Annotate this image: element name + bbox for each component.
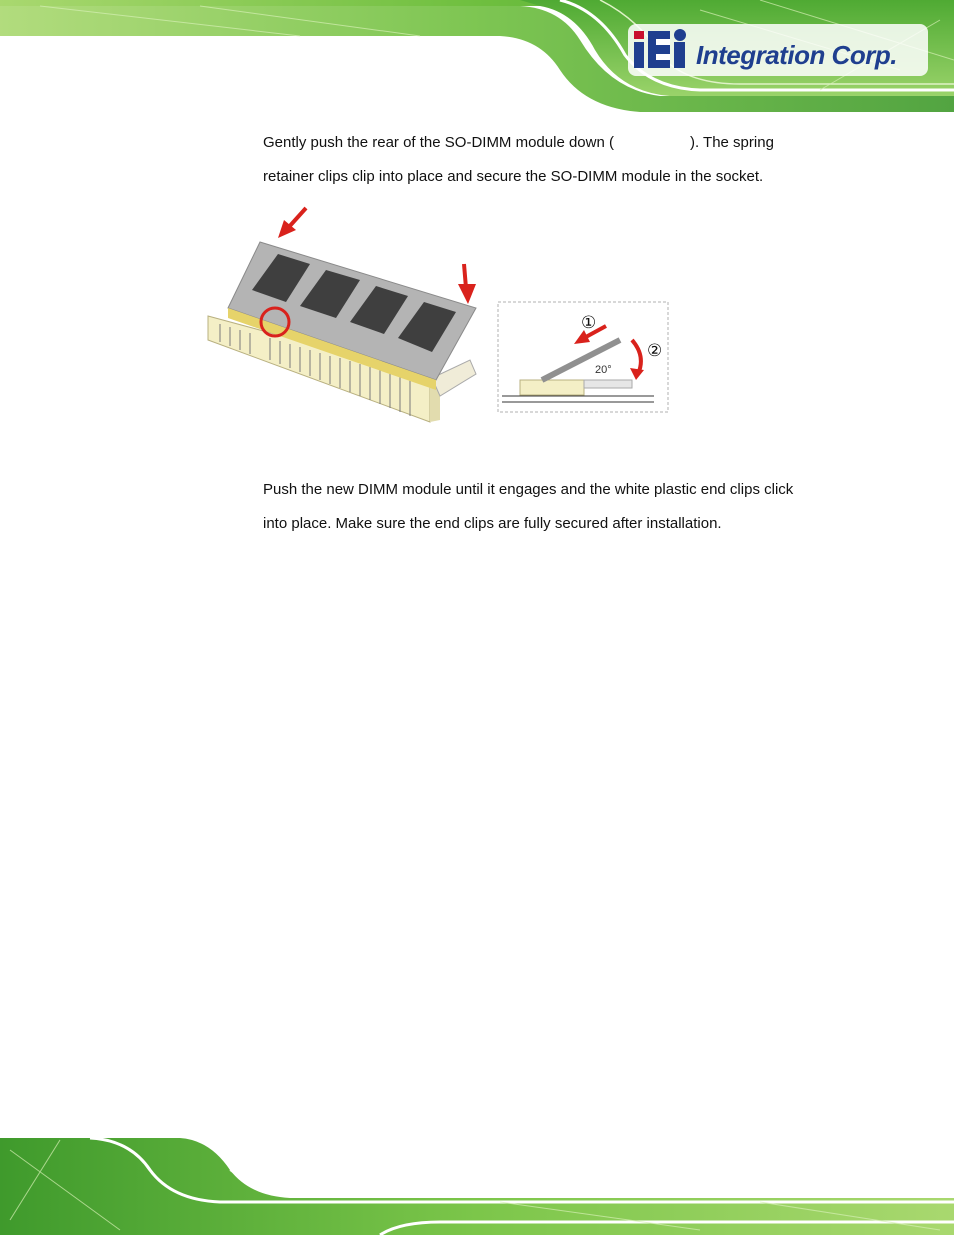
page-header-banner: [0, 0, 954, 112]
paragraph-2-line-2: into place. Make sure the end clips are fully secured after installation.: [263, 515, 722, 532]
paragraph-1-line-1-start: Gently push the rear of the SO-DIMM module down (: [263, 134, 614, 151]
instruction-paragraph-1: [263, 126, 843, 194]
step-1-label: ①: [581, 313, 597, 333]
instruction-paragraph-2: [263, 473, 843, 541]
footer-circuit-graphic: [0, 1130, 954, 1235]
paragraph-2-line-1: Push the new DIMM module until it engages and the white plastic end clips click: [263, 481, 794, 498]
paragraph-1-line-1-end: ). The spring: [689, 134, 774, 151]
inset-arrow-2-icon: [630, 340, 644, 380]
push-arrow-left-icon: [278, 208, 306, 238]
page-footer-banner: [0, 1130, 954, 1235]
iei-logo-icon: [632, 27, 694, 71]
company-logo-text: Integration Corp.: [696, 40, 897, 70]
paragraph-1-line-1: [263, 126, 843, 160]
so-dimm-illustration: [200, 200, 680, 430]
so-dimm-installation-figure: [200, 200, 680, 430]
paragraph-1-line-2: retainer clips clip into place and secure the SO-DIMM module in the socket.: [263, 168, 764, 185]
step-2-label: ②: [647, 341, 663, 361]
inset-socket-shape: [520, 380, 584, 395]
push-arrow-right-icon: [458, 264, 476, 304]
angle-label: 20°: [595, 364, 612, 376]
